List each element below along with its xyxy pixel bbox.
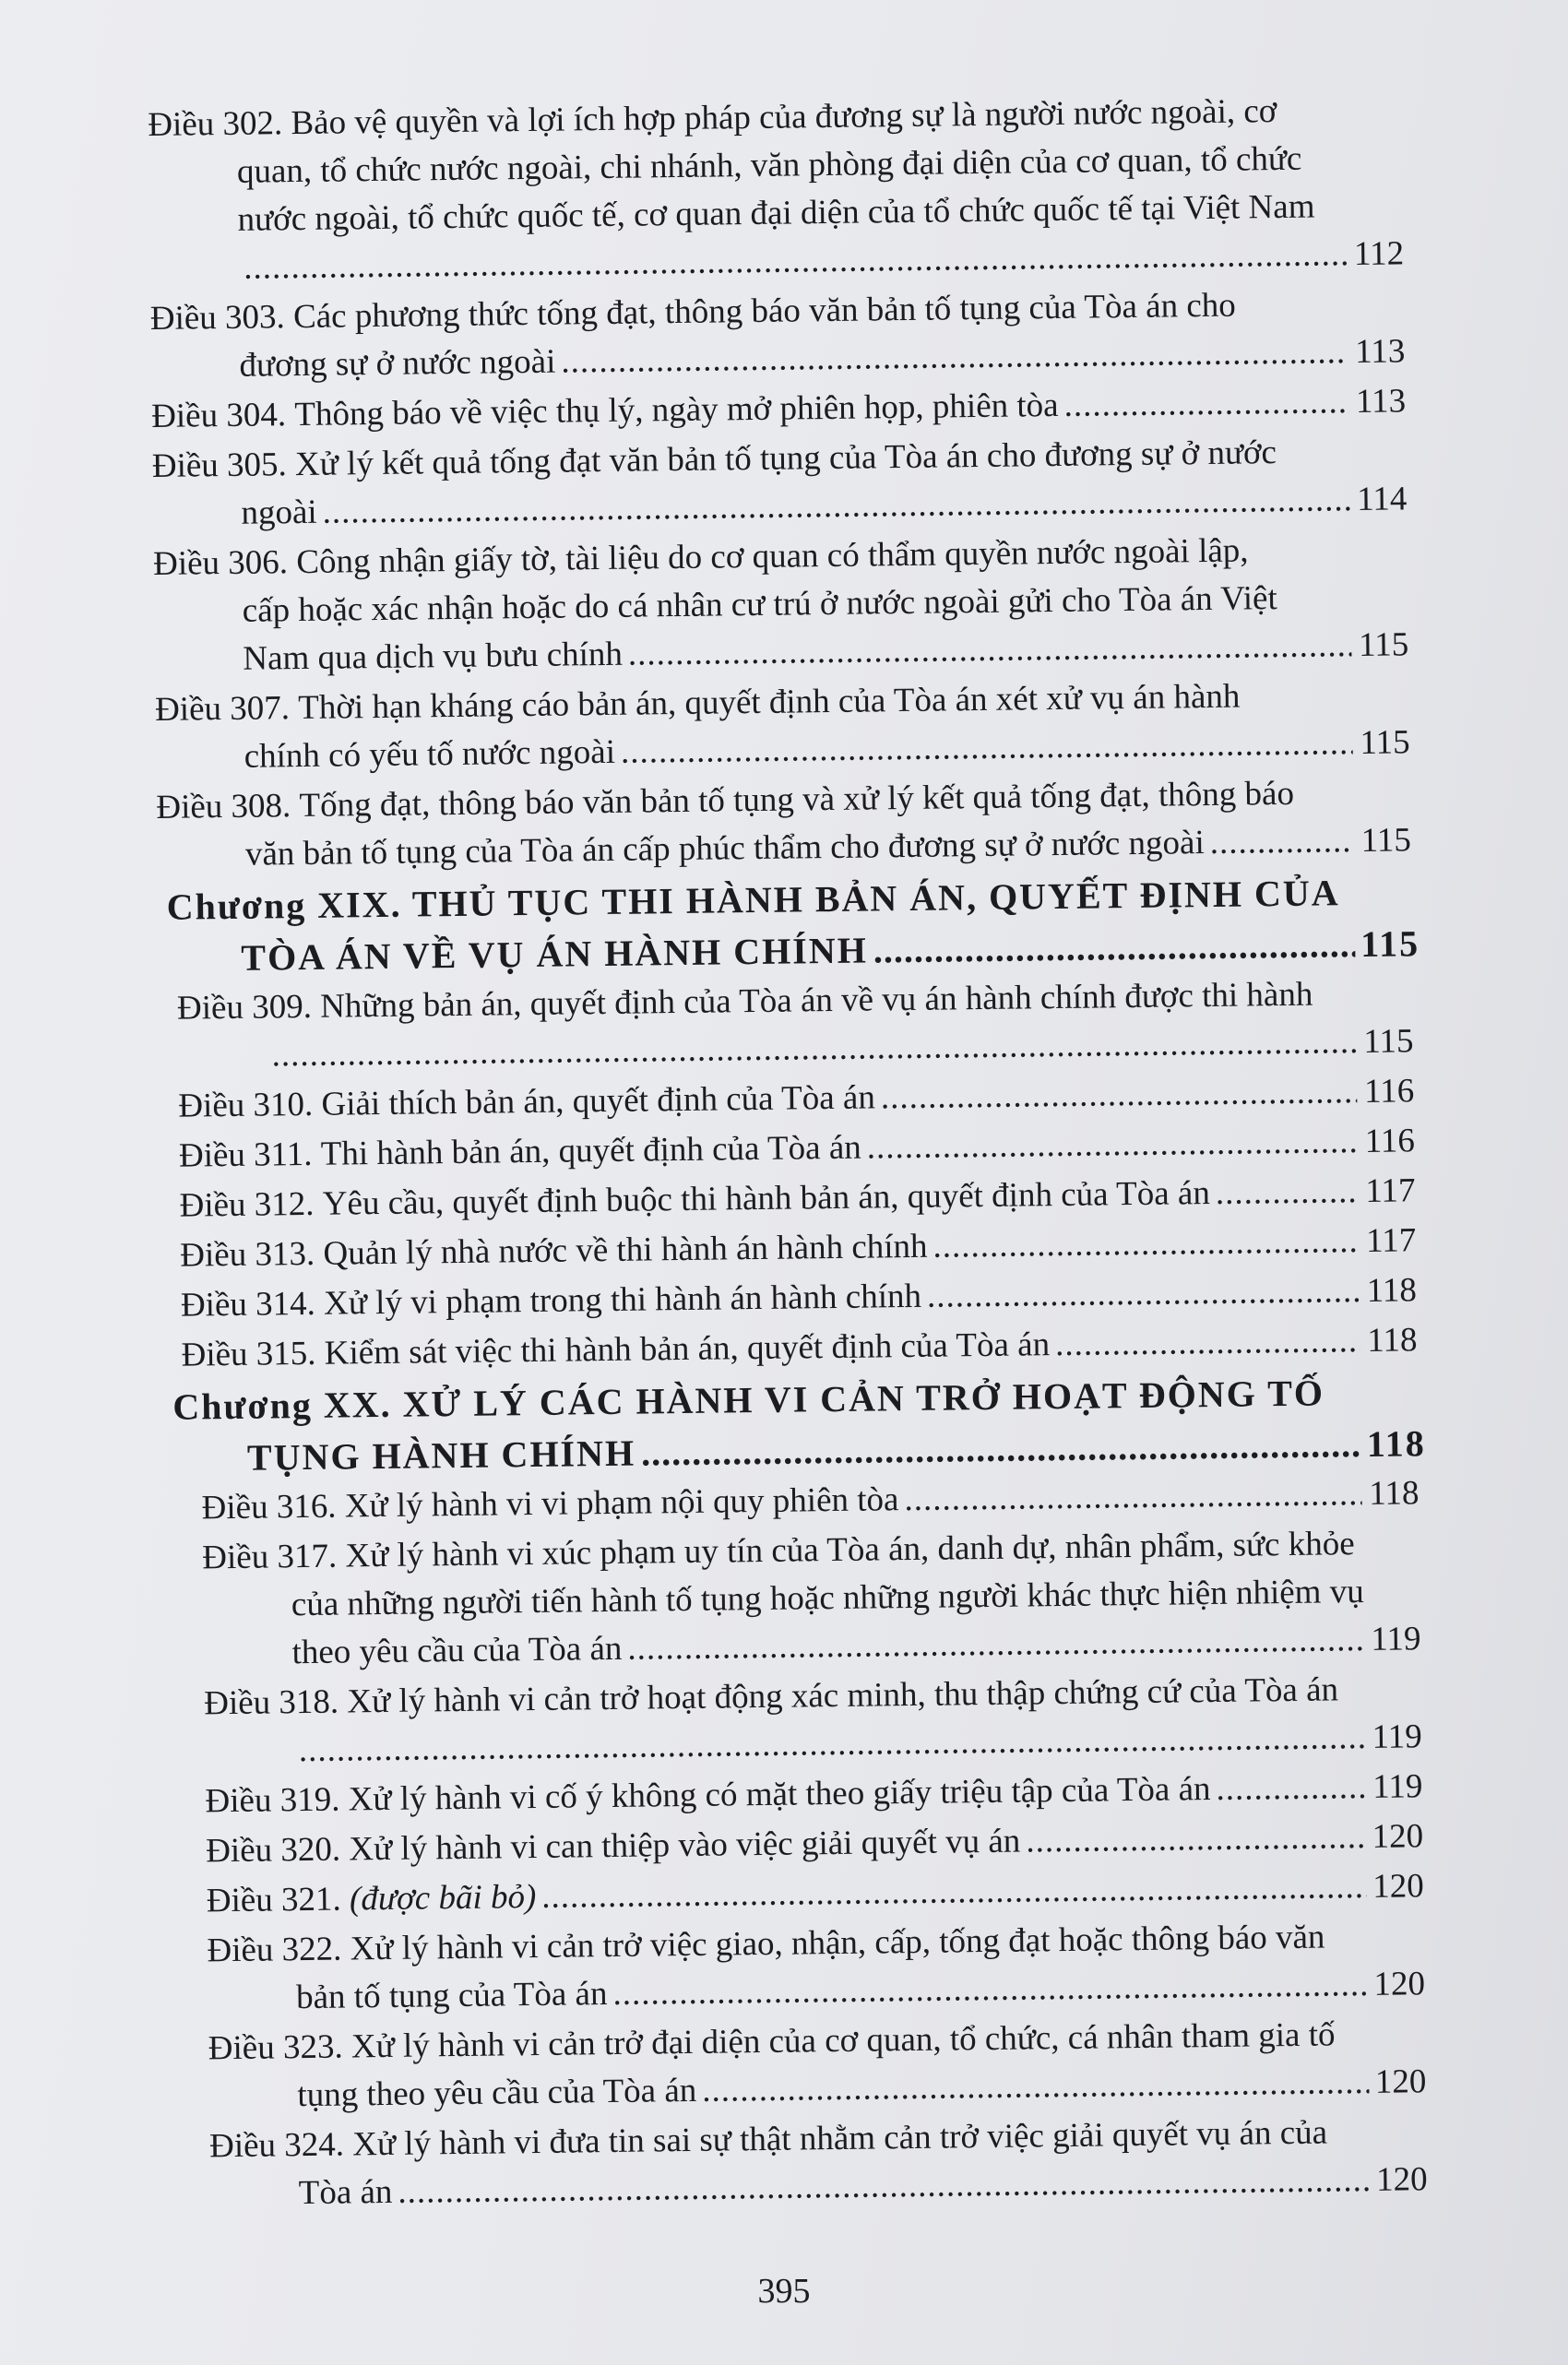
article-title: văn bản tố tụng của Tòa án cấp phúc thẩm cho đương sự ở nước ngoài xyxy=(244,824,1205,874)
page-ref: 118 xyxy=(1369,1474,1420,1513)
article-number: Điều 324. xyxy=(208,2125,345,2166)
dot-leader xyxy=(541,1863,1367,1921)
article-number: Điều 323. xyxy=(208,2027,343,2068)
article-number: Điều 317. xyxy=(202,1537,338,1577)
page-ref: 119 xyxy=(1372,1767,1423,1806)
chapter-19-heading xyxy=(166,866,1420,984)
article-number: Điều 315. xyxy=(181,1334,316,1374)
toc-entry-d307 xyxy=(155,671,1410,782)
dot-leader xyxy=(904,1470,1362,1524)
article-number: Điều 322. xyxy=(207,1930,342,1970)
article-title: Kiểm sát việc thi hành bản án, quyết định của Tòa án xyxy=(324,1325,1051,1373)
article-title: theo yêu cầu của Tòa án xyxy=(291,1629,623,1672)
article-number: Điều 304. xyxy=(150,396,287,435)
page-ref: 120 xyxy=(1373,1965,1426,2003)
toc-entry-d302 xyxy=(148,86,1404,293)
page-ref: 115 xyxy=(1360,821,1412,860)
article-title: quan, tổ chức nước ngoài, chi nhánh, văn phòng đại diện của cơ quan, tổ chức xyxy=(236,139,1302,191)
page-number: 395 xyxy=(757,2272,811,2311)
article-title: Xử lý vi phạm trong thi hành án hành chính xyxy=(323,1277,922,1323)
chapter-20-heading xyxy=(172,1366,1426,1484)
article-number: Điều 314. xyxy=(180,1284,316,1325)
article-number: Điều 302. xyxy=(148,104,283,144)
article-number: Điều 310. xyxy=(178,1085,314,1125)
toc-section-1 xyxy=(148,86,1411,880)
toc-entry-d324 xyxy=(209,2108,1428,2218)
article-title: đương sự ở nước ngoài xyxy=(239,342,556,385)
dot-leader xyxy=(702,2059,1370,2115)
page-ref: 113 xyxy=(1355,332,1406,372)
toc-entry-d317 xyxy=(202,1519,1421,1678)
dot-leader xyxy=(866,1118,1358,1171)
chapter-title-line2: TỤNG HÀNH CHÍNH xyxy=(246,1432,636,1479)
article-number: Điều 312. xyxy=(179,1184,315,1225)
article-title: Xử lý hành vi cố ý không có mặt theo giấy triệu tập của Tòa án xyxy=(348,1770,1211,1819)
article-number: Điều 318. xyxy=(203,1682,339,1723)
article-title: Tòa án xyxy=(298,2172,393,2213)
article-title: Bảo vệ quyền và lợi ích hợp pháp của đương sự là người nước ngoài, cơ xyxy=(291,92,1277,143)
article-number: Điều 320. xyxy=(205,1830,341,1871)
toc-entry-d308 xyxy=(156,768,1411,880)
article-title: Thông báo về việc thụ lý, ngày mở phiên họp, phiên tòa xyxy=(294,386,1059,434)
dot-leader xyxy=(1215,1168,1358,1218)
article-title: Công nhận giấy tờ, tài liệu do cơ quan có thẩm quyền nước ngoài lập, xyxy=(296,531,1249,582)
article-title: Thời hạn kháng cáo bản án, quyết định của Tòa án xét xử vụ án hành xyxy=(297,677,1241,728)
toc-section-2 xyxy=(159,969,1418,1380)
dot-leader xyxy=(561,328,1348,386)
toc-entry-d318 xyxy=(204,1665,1422,1776)
dot-leader xyxy=(881,1068,1358,1122)
page-ref: 112 xyxy=(1353,234,1405,274)
article-title: Yêu cầu, quyết định buộc thi hành bản án, quyết định của Tòa án xyxy=(322,1174,1211,1223)
toc-section-3 xyxy=(164,1469,1428,2219)
article-title: Xử lý hành vi xúc phạm uy tín của Tòa án, danh dự, nhân phẩm, sức khỏe xyxy=(345,1525,1355,1575)
article-title: Xử lý hành vi cản trở đại diện của cơ quan, tổ chức, cá nhân tham gia tố xyxy=(350,2015,1336,2066)
article-number: Điều 307. xyxy=(154,689,291,729)
article-title: Xử lý hành vi đưa tin sai sự thật nhằm cản trở việc giải quyết vụ án của xyxy=(352,2113,1328,2164)
toc-entry-d323 xyxy=(208,2010,1426,2121)
chapter-title-line1: Chương XX. XỬ LÝ CÁC HÀNH VI CẢN TRỞ HOẠT ĐỘNG TỐ xyxy=(172,1372,1325,1428)
toc-entry-d322 xyxy=(207,1912,1425,2023)
page-ref: 120 xyxy=(1375,2160,1428,2199)
toc-entry-d305 xyxy=(152,427,1408,539)
page-ref: 114 xyxy=(1356,480,1408,519)
chapter-title-line2: TÒA ÁN VỀ VỤ ÁN HÀNH CHÍNH xyxy=(241,929,869,979)
article-number: Điều 308. xyxy=(156,787,291,826)
page-ref: 116 xyxy=(1363,1072,1415,1111)
page-ref: 118 xyxy=(1367,1321,1418,1360)
article-title: Xử lý hành vi vi phạm nội quy phiên tòa xyxy=(344,1480,899,1526)
dot-leader xyxy=(1209,817,1354,867)
article-number: Điều 303. xyxy=(149,298,286,338)
article-title: Tống đạt, thông báo văn bản tố tụng và xử lý kết quả tống đạt, thông báo xyxy=(299,774,1295,826)
dot-leader xyxy=(612,1961,1368,2018)
page-ref: 115 xyxy=(1363,1022,1414,1061)
page-ref: 115 xyxy=(1358,625,1409,664)
dot-leader xyxy=(621,719,1353,777)
article-title: Xử lý kết quả tống đạt văn bản tố tụng của Tòa án cho đương sự ở nước xyxy=(294,434,1277,484)
dot-leader xyxy=(1026,1813,1366,1866)
article-title: nước ngoài, tổ chức quốc tế, cơ quan đại diện của tổ chức quốc tế tại Việt Nam xyxy=(237,187,1315,239)
page-ref: 115 xyxy=(1360,723,1410,762)
page-ref: 116 xyxy=(1364,1122,1416,1160)
toc-entry-d306 xyxy=(153,525,1409,684)
article-title: cấp hoặc xác nhận hoặc do cá nhân cư trú ở nước ngoài gửi cho Tòa án Việt xyxy=(242,579,1277,630)
article-title: chính có yếu tố nước ngoài xyxy=(244,732,616,776)
article-number: Điều 309. xyxy=(176,987,313,1028)
article-title: Xử lý hành vi cản trở hoạt động xác minh, thu thập chứng cứ của Tòa án xyxy=(347,1670,1339,1721)
page-ref: 120 xyxy=(1372,1817,1424,1856)
table-of-contents xyxy=(148,86,1428,2220)
article-title: tụng theo yêu cầu của Tòa án xyxy=(297,2071,697,2115)
page-ref: 118 xyxy=(1366,1271,1418,1310)
article-title: Giải thích bản án, quyết định của Tòa án xyxy=(321,1078,876,1123)
page-ref: 119 xyxy=(1371,1620,1421,1658)
dot-leader xyxy=(627,1616,1364,1673)
chapter-title-line1: Chương XIX. THỦ TỤC THI HÀNH BẢN ÁN, QUYẾT ĐỊNH CỦA xyxy=(166,872,1340,928)
page-ref: 117 xyxy=(1365,1171,1416,1210)
dot-leader xyxy=(873,919,1355,976)
page-ref: 117 xyxy=(1365,1221,1417,1260)
article-title: bản tố tụng của Tòa án xyxy=(295,1975,608,2017)
article-title: Các phương thức tống đạt, thông báo văn bản tố tụng của Tòa án cho xyxy=(292,286,1237,337)
article-title: ngoài xyxy=(241,493,317,532)
dot-leader xyxy=(927,1267,1360,1321)
article-number: Điều 305. xyxy=(151,446,288,485)
dot-leader xyxy=(1216,1764,1366,1813)
dot-leader xyxy=(628,622,1352,679)
article-title: Những bản án, quyết định của Tòa án về vụ án hành chính được thi hành xyxy=(319,975,1313,1026)
page-ref: 119 xyxy=(1372,1717,1423,1756)
dot-leader xyxy=(641,1419,1361,1480)
article-number: Điều 321. xyxy=(206,1880,342,1920)
article-title: Xử lý hành vi cản trở việc giao, nhận, cấp, tống đạt hoặc thông báo văn xyxy=(350,1918,1325,1968)
article-title: Nam qua dịch vụ bưu chính xyxy=(243,635,624,678)
bleed-through-text xyxy=(18,267,35,311)
page-ref: 115 xyxy=(1360,922,1420,965)
article-title: Xử lý hành vi can thiệp vào việc giải quyết vụ án xyxy=(349,1822,1021,1869)
article-title: (được bãi bỏ) xyxy=(349,1878,537,1919)
dot-leader xyxy=(932,1218,1359,1271)
article-title: Thi hành bản án, quyết định của Tòa án xyxy=(320,1128,861,1173)
article-number: Điều 311. xyxy=(178,1135,313,1175)
page-ref: 120 xyxy=(1374,2062,1427,2101)
page-ref: 113 xyxy=(1355,382,1407,422)
article-number: Điều 316. xyxy=(201,1487,337,1527)
toc-entry-d303 xyxy=(150,279,1406,391)
page-ref: 120 xyxy=(1372,1867,1424,1906)
article-number: Điều 319. xyxy=(205,1780,340,1821)
article-number: Điều 306. xyxy=(152,543,289,583)
page-ref: 118 xyxy=(1366,1422,1426,1465)
article-title: của những người tiến hành tố tụng hoặc những người khác thực hiện nhiệm vụ xyxy=(291,1573,1364,1624)
article-title: Quản lý nhà nước về thi hành án hành chính xyxy=(323,1227,928,1273)
toc-entry-d309 xyxy=(177,969,1414,1080)
dot-leader xyxy=(1055,1317,1360,1369)
article-number: Điều 313. xyxy=(180,1234,315,1275)
dot-leader xyxy=(1063,378,1348,430)
